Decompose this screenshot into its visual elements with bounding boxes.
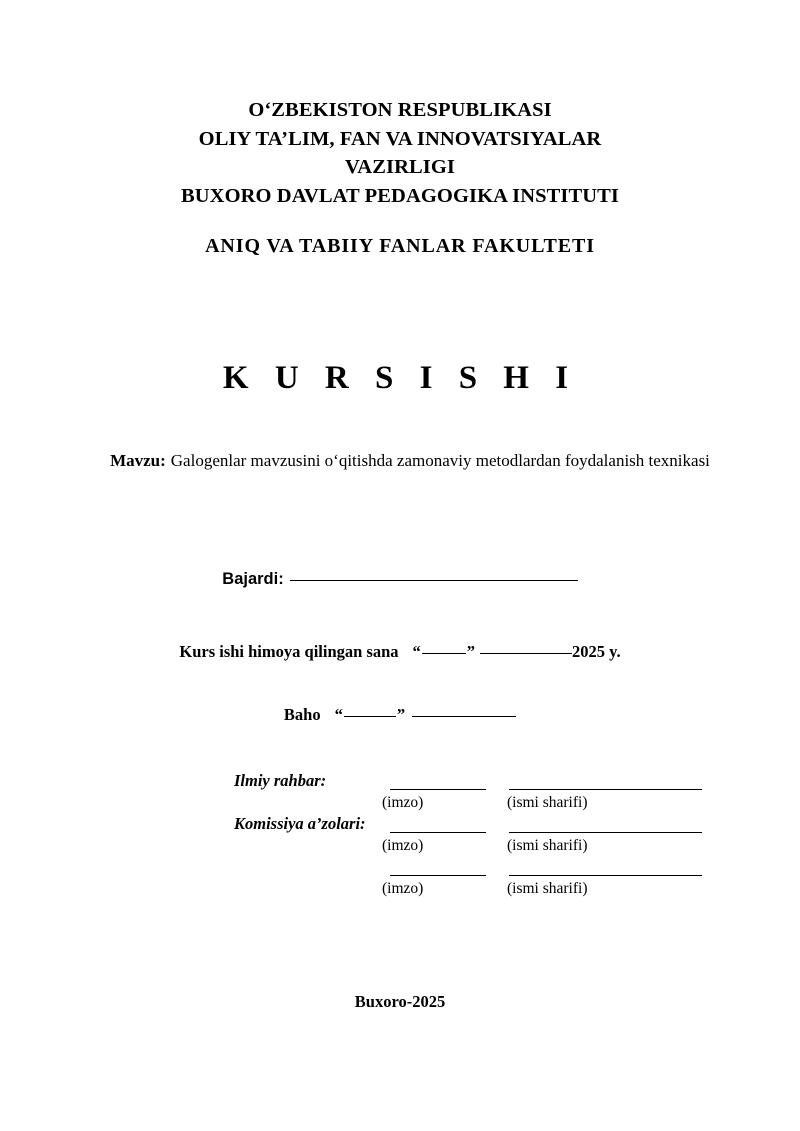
defense-date-day-blank[interactable] (422, 653, 466, 654)
signature-caption-committee-2: (imzo) (382, 880, 424, 897)
header-line-institute: BUXORO DAVLAT PEDAGOGIKA INSTITUTI (181, 184, 619, 207)
subject-text: Galogenlar mavzusini o‘qitishda zamonaviy metodlardan foydalanish texnikasi (170, 451, 710, 470)
performed-by-label: Bajardi: (222, 570, 284, 588)
signature-line-supervisor[interactable] (390, 789, 486, 790)
grade-quote-close: ” (396, 705, 406, 724)
name-line-committee-1[interactable] (509, 832, 702, 833)
signature-line-committee-2[interactable] (390, 875, 486, 876)
defense-date-row (0, 642, 800, 662)
defense-date-quote-open: “ (412, 642, 421, 661)
signature-row-supervisor (234, 770, 714, 813)
signature-label-supervisor: Ilmiy rahbar: (234, 771, 327, 790)
grade-label: Baho (283, 705, 321, 724)
grade-row (0, 705, 800, 725)
subject-block (100, 444, 720, 478)
performed-by-blank-line[interactable] (290, 580, 578, 581)
page-title: K U R S I S H I (222, 360, 578, 396)
institution-header (0, 96, 800, 260)
signature-row-committee-1 (234, 813, 714, 856)
defense-date-year: 2025 y. (572, 642, 621, 661)
defense-date-quote-close: ” (466, 642, 476, 661)
header-line-ministry-3: VAZIRLIGI (345, 156, 455, 178)
header-line-faculty: ANIQ VA TABIIY FANLAR FAKULTETI (205, 235, 595, 257)
grade-quote-open: “ (334, 705, 343, 724)
signature-row-committee-2 (234, 856, 714, 899)
name-caption-committee-1: (ismi sharifi) (507, 837, 588, 854)
defense-date-month-blank[interactable] (480, 653, 572, 654)
signature-caption-supervisor: (imzo) (382, 794, 424, 811)
signature-caption-committee-1: (imzo) (382, 837, 424, 854)
name-line-committee-2[interactable] (509, 875, 702, 876)
grade-words-blank[interactable] (412, 716, 516, 717)
grade-value-blank[interactable] (344, 716, 396, 717)
name-caption-supervisor: (ismi sharifi) (507, 794, 588, 811)
signature-line-committee-1[interactable] (390, 832, 486, 833)
footer-city-year: Buxoro-2025 (354, 992, 446, 1011)
defense-date-label: Kurs ishi himoya qilingan sana (179, 642, 399, 661)
name-line-supervisor[interactable] (509, 789, 702, 790)
signature-label-committee: Komissiya a’zolari: (234, 814, 366, 833)
subject-label: Mavzu: (110, 451, 166, 470)
header-line-ministry-1: O‘ZBEKISTON RESPUBLIKASI (248, 99, 552, 121)
name-caption-committee-2: (ismi sharifi) (507, 880, 588, 897)
signature-block (234, 770, 714, 899)
header-line-ministry-2: OLIY TA’LIM, FAN VA INNOVATSIYALAR (198, 127, 602, 150)
performed-by-row (0, 570, 800, 589)
